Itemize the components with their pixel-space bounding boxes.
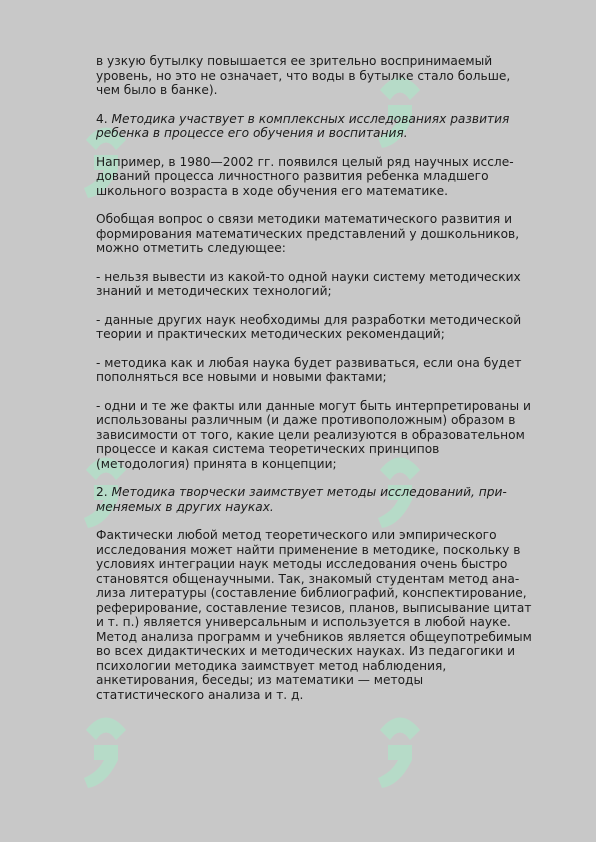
heading-text: Методика участвует в комплексных исследованиях развития ребенка в процессе его обучения и воспитания. <box>96 111 510 140</box>
numbered-heading <box>96 112 534 141</box>
paragraph: в узкую бутылку повышается ее зрительно воспринимаемый уровень, но это не означает, что воды в бутылке стало больше, чем было в банке). <box>96 54 511 97</box>
heading-text: Методика творчески заимствует методы исследований, при-меняемых в других науках. <box>96 485 507 514</box>
list-item: - одни и те же факты или данные могут быть интерпретированы и использованы различным (и даже противоположным) образом в зависимости от того, какие цели реализуются в образовательном процессе и какая система теоретических принципов (методология) принята в концепции; <box>96 398 531 471</box>
heading-number: 4. <box>96 111 112 126</box>
paragraph: Обобщая вопрос о связи методики математического развития и формирования математических представлений у дошкольников, можно отметить следующее: <box>96 212 520 255</box>
page-body <box>96 54 534 716</box>
numbered-heading <box>96 485 534 514</box>
paragraph: Фактически любой метод теоретического или эмпирического исследования может найти применение в методике, поскольку в условиях интеграции наук методы исследования очень быстро становятся общенаучными. Так, знакомый студентам метод ана-лиза литературы (составление библиографий, конспектирование, реферирование, составление тезисов, планов, выписывание цитат и т. п.) является универсальным и используется в любой науке. Метод анализа программ и учебников является общеупотребимым во всех дидактических и методических науках. Из педагогики и психологии методика заимствует метод наблюдения, анкетирования, беседы; из математики — методы статистического анализа и т. д. <box>96 528 532 702</box>
heading-number: 2. <box>96 485 112 499</box>
paragraph: Например, в 1980—2002 гг. появился целый ряд научных иссле-дований процесса личностного развития ребенка младшего школьного возраста в ходе обучения его математике. <box>96 154 514 198</box>
list-item: - методика как и любая наука будет развиваться, если она будет пополняться все новыми и новыми фактами; <box>96 355 522 384</box>
list-item: - данные других наук необходимы для разработки методической теории и практических методических рекомендаций; <box>96 312 522 341</box>
list-item: - нельзя вывести из какой-то одной науки систему методических знаний и методических технологий; <box>96 269 521 298</box>
